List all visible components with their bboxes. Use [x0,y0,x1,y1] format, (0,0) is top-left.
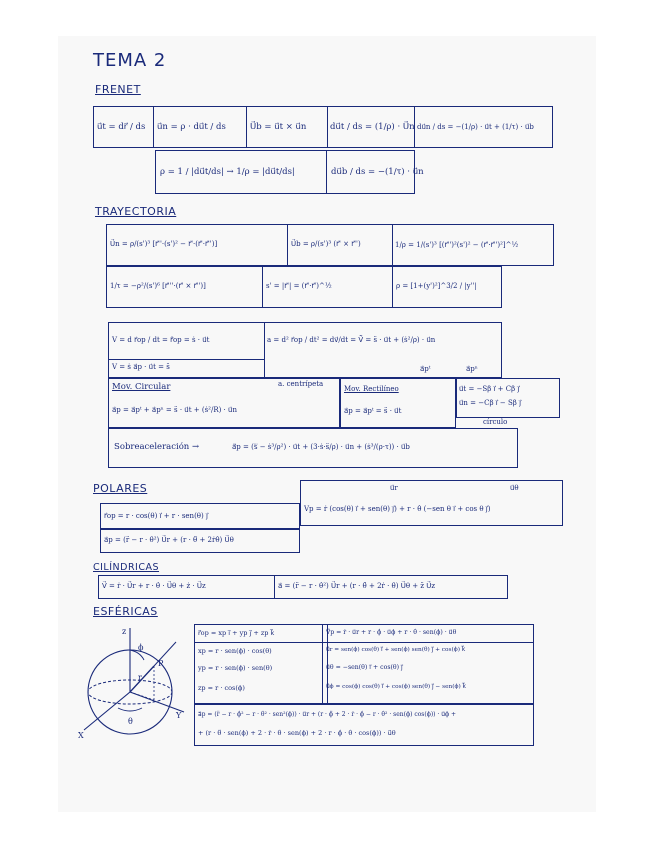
ur-label: u⃗r [390,484,398,492]
esfericas-xp: xp = r · sen(ϕ) · cos(θ) [198,647,272,655]
velocity-magnitude: V = ṡ a⃗p · u⃗t = s̈ [112,363,170,371]
normal-label: a⃗pⁿ [466,365,478,373]
divider [246,106,247,148]
r-label: r [138,673,142,682]
esfericas-a-line2: + (r · θ̈ · sen(ϕ) + 2 · ṙ · θ̇ · sen(ϕ) + 2 · r · ϕ̇ · θ̇ · cos(ϕ)) · u⃗θ [198,729,396,737]
divider [262,266,263,308]
esfericas-utheta: u⃗θ = −sen(θ) i⃗ + cos(θ) j⃗ [326,664,403,671]
section-frenet: FRENET [95,83,141,96]
utheta-label: u⃗θ [510,484,519,492]
frenet-dut: du⃗t / ds = (1/ρ) · U⃗n [330,122,415,132]
divider [392,266,393,308]
divider [287,224,288,266]
circulo-box [456,378,560,418]
divider [274,575,275,599]
frenet-dun: du⃗n / ds = −(1/ρ) · u⃗t + (1/τ) · u⃗b [417,123,534,131]
velocity-eq: V = d r⃗op / dt = r⃗̇op = ṡ · u⃗t [112,336,210,344]
centripeta-label: a. centrípeta [278,380,324,388]
circulo-label: círculo [483,418,508,426]
theta-label: θ [128,717,133,726]
mov-rectilineo-label: Mov. Rectilíneo [344,385,399,393]
polares-v-eq: Vp = ṙ (cos(θ) i⃗ + sen(θ) j⃗) + r · θ̇ (−sen θ i⃗ + cos θ j⃗) [304,505,491,513]
trayectoria-ub: U⃗b = ρ/(s')³ (r⃗' × r⃗'') [291,240,361,248]
esfericas-uphi: u⃗ϕ = cos(ϕ) cos(θ) i⃗ + cos(ϕ) sen(θ) j⃗ − sen(ϕ) k⃗ [326,684,466,690]
esfericas-ur: u⃗r = sen(ϕ) cos(θ) i⃗ + sen(ϕ) sen(θ) j⃗ + cos(ϕ) k⃗ [326,647,466,653]
esfericas-zp: zp = r · cos(ϕ) [198,684,245,692]
frenet-rho: ρ = 1 / |du⃗t/ds| → 1/ρ = |du⃗t/ds| [160,167,295,177]
divider [264,322,265,378]
z-axis-label: z [122,627,127,636]
esfericas-a-line1: a⃗p = (r̈ − r · ϕ̇² − r · θ̇² · sen²(ϕ)) · u⃗r + (r · ϕ̈ + 2 · ṙ · ϕ̇ − r · θ̇² · sen(ϕ) cos(ϕ)) · u⃗ϕ + [198,711,457,718]
circulo-ut: u⃗t = −Sβ i⃗ + Cβ j⃗ [459,385,520,393]
spherical-coordinates-diagram [78,620,188,740]
mov-circular-label: Mov. Circular [112,382,171,392]
cilindricas-a-eq: a⃗ = (r̈ − r · θ̇²) U⃗r + (r · θ̈ + 2ṙ · θ̇) U⃗θ + z̈ U⃗z [278,582,436,590]
trayectoria-un: U⃗n = ρ/(s')³ [r⃗''·(s')² − r⃗'·(r⃗'·r⃗'')] [110,240,218,248]
polares-r-eq: r⃗op = r · cos(θ) i⃗ + r · sen(θ) j⃗ [104,512,208,520]
trayectoria-rho-inv: 1/ρ = 1/(s')³ [(r⃗'')²(s')² − (r⃗'·r⃗'')²]^½ [395,241,519,249]
y-axis-label: Y [176,711,182,720]
rectilineo-eq: a⃗p = a⃗pᵗ = s̈ · u⃗t [344,407,402,415]
acceleration-eq: a = d² r⃗op / dt² = dv⃗/dt = V⃗̇ = s̈ · u⃗t + (ṡ²/ρ) · u⃗n [267,336,436,344]
trayectoria-tau: 1/τ = −ρ²/(s')⁶ [r⃗'''·(r⃗' × r⃗'')] [110,282,206,290]
esfericas-yp: yp = r · sen(ϕ) · sen(θ) [198,664,273,672]
esfericas-rop: r⃗op = xp i⃗ + yp j⃗ + zp k⃗ [198,629,275,637]
frenet-ut: u⃗t = dr⃗ / ds [97,122,146,132]
divider [327,106,328,148]
divider [153,106,154,148]
section-polares: POLARES [93,482,148,495]
tangential-label: a⃗pᵗ [420,365,431,373]
section-cilindricas: CILÍNDRICAS [93,562,160,573]
polares-a-eq: a⃗p = (r̈ − r · θ̇²) U⃗r + (r · θ̈ + 2ṙθ̇) U⃗θ [104,536,234,544]
circulo-un: u⃗n = −Cβ i⃗ − Sβ j⃗ [459,399,522,407]
divider [322,642,534,643]
frenet-ub: U⃗b = u⃗t × u⃗n [250,122,307,132]
trayectoria-s-prime: s' = |r⃗'| = (r⃗'·r⃗')^½ [266,282,332,290]
sobreaceleracion-eq: ȧ⃗p = (s⃛ − ṡ³/ρ²) · u⃗t + (3·ṡ·s̈/ρ) · u⃗n + (ṡ³/(ρ·τ)) · u⃗b [232,443,410,451]
frenet-un: u⃗n = ρ · du⃗t / ds [157,122,226,132]
polares-v-box [300,480,563,526]
page-title: TEMA 2 [93,50,167,71]
circular-eq: a⃗p = a⃗pᵗ + a⃗pⁿ = s̈ · u⃗t + (ṡ²/R) · u⃗n [112,406,237,414]
phi-label: ϕ [138,643,144,652]
esfericas-vp: V⃗p = ṙ · u⃗r + r · ϕ̇ · u⃗ϕ + r · θ̇ · sen(ϕ) · u⃗θ [326,629,457,636]
sobreaceleracion-label: Sobreaceleración → [114,442,200,452]
divider [194,642,328,643]
x-axis-label: X [78,731,84,740]
trayectoria-rho-y: ρ = [1+(y')²]^3/2 / |y''| [396,282,477,290]
divider [108,359,264,360]
divider [326,150,327,194]
frenet-dub: du⃗b / ds = −(1/τ) · u⃗n [331,167,424,177]
divider [392,224,393,266]
section-trayectoria: TRAYECTORIA [95,205,177,218]
section-esfericas: ESFÉRICAS [93,605,158,618]
p-label: P [158,659,164,668]
cilindricas-v-eq: V⃗ = ṙ · U⃗r + r · θ̇ · U⃗θ + ż · U⃗z [102,582,206,590]
